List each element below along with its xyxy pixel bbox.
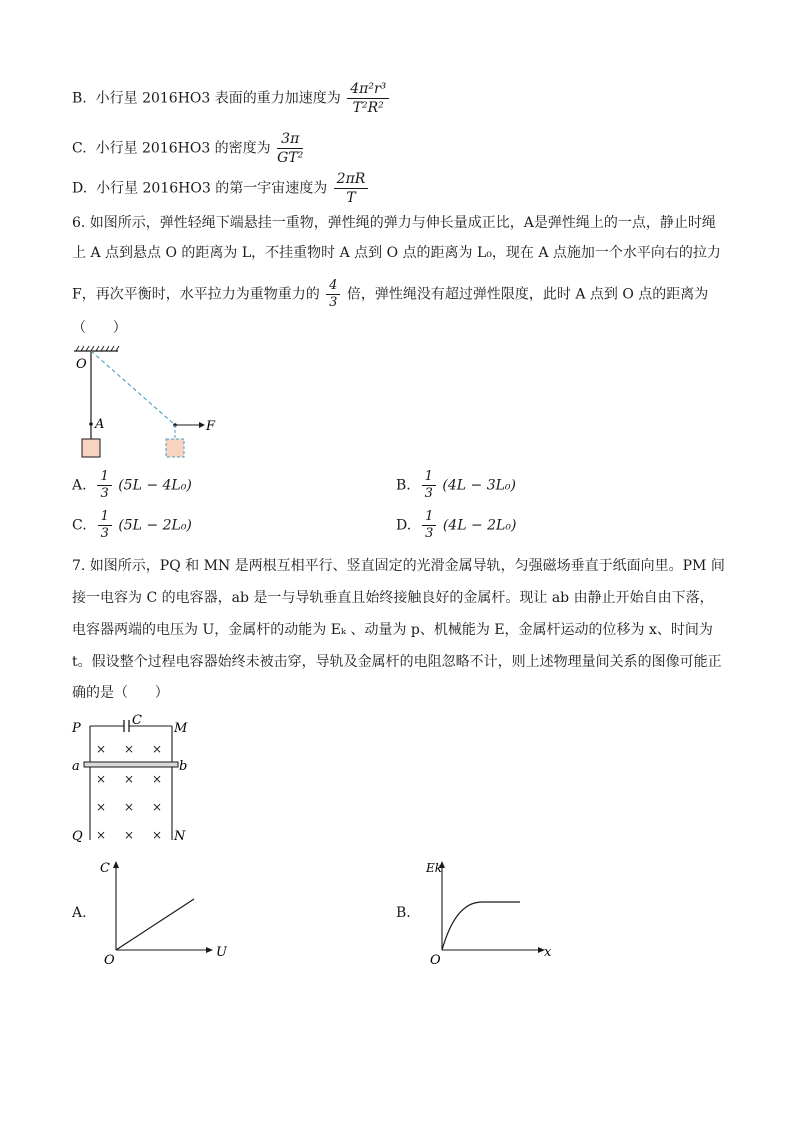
fraction-numerator: 2πR <box>334 170 369 189</box>
field-cross: × <box>124 800 135 814</box>
field-cross: × <box>96 742 107 756</box>
fraction-denominator: 3 <box>424 486 433 501</box>
q7-graph-a-label: A. <box>72 905 87 921</box>
field-cross: × <box>96 772 107 786</box>
option-expression: (4L − 3L₀) <box>442 477 516 494</box>
option-fraction <box>97 469 111 502</box>
q6-option-b <box>396 469 516 502</box>
ceiling-hatch <box>76 346 119 351</box>
fraction-denominator: 3 <box>100 486 109 501</box>
field-cross: × <box>96 828 107 842</box>
option-label: D. <box>396 517 412 534</box>
label-n: N <box>174 829 186 844</box>
fraction-numerator: 4π²r³ <box>347 80 389 99</box>
fraction-denominator: T²R² <box>352 100 384 116</box>
field-cross: × <box>96 800 107 814</box>
fraction-denominator: 3 <box>329 295 338 310</box>
q7-graph-b-label: B. <box>396 905 411 921</box>
field-cross: × <box>152 772 163 786</box>
q5-option-b-fraction <box>347 80 389 117</box>
fraction-denominator: T <box>346 190 356 206</box>
label-p: P <box>72 721 81 736</box>
option-expression: (5L − 2L₀) <box>118 517 192 534</box>
fraction-numerator: 1 <box>97 469 111 486</box>
fraction-denominator: 3 <box>100 526 109 541</box>
y-axis-label: Ek <box>426 861 443 875</box>
q7-stem-line-4: t。假设整个过程电容器始终未被击穿，导轨及金属杆的电阻忽略不计，则上述物理量间关系的图像可能正 <box>72 654 722 670</box>
force-arrow-head <box>199 422 205 428</box>
metal-rod-ab <box>84 762 178 767</box>
q5-option-d-fraction <box>334 170 369 207</box>
q5-option-d-text: D. 小行星 2016HO3 的第一宇宙速度为 <box>72 180 328 197</box>
x-axis-label: U <box>216 945 227 960</box>
label-m: M <box>174 721 188 736</box>
q5-option-b-text: B. 小行星 2016HO3 表面的重力加速度为 <box>72 90 341 107</box>
displaced-weight <box>166 439 184 457</box>
field-cross: × <box>152 800 163 814</box>
q7-stem-line-5: 确的是（ ） <box>72 685 169 701</box>
fraction-numerator: 4 <box>326 278 340 295</box>
field-cross: × <box>152 828 163 842</box>
y-axis-arrow <box>113 861 119 868</box>
q6-elastic-rope-figure <box>66 344 226 462</box>
option-fraction <box>422 469 436 502</box>
q6-stem-text-b: 倍，弹性绳没有超过弹性限度，此时 A 点到 O 点的距离为 <box>346 286 709 303</box>
q6-option-a <box>72 469 192 502</box>
q7-stem-line-1: 7. 如图所示，PQ 和 MN 是两根互相平行、竖直固定的光滑金属导轨，匀强磁场垂直于纸面向里。PM 间 <box>72 558 725 574</box>
hanging-weight <box>82 439 100 457</box>
field-cross: × <box>124 772 135 786</box>
q5-option-c-fraction <box>277 130 303 167</box>
label-f: F <box>206 419 216 434</box>
field-cross: × <box>124 828 135 842</box>
label-a: A <box>95 417 105 432</box>
fraction-numerator: 3π <box>277 130 303 149</box>
q5-option-d <box>72 170 370 207</box>
option-fraction <box>422 509 436 542</box>
point-a-marker <box>89 422 93 426</box>
label-b: b <box>179 759 188 774</box>
option-fraction <box>98 509 112 542</box>
q7-graph-b <box>420 856 570 968</box>
fraction-denominator: 3 <box>425 526 434 541</box>
y-axis-label: C <box>100 861 110 876</box>
ek-x-curve <box>442 902 520 950</box>
fraction-numerator: 1 <box>98 509 112 526</box>
field-cross: × <box>124 742 135 756</box>
q7-rail-circuit-figure <box>66 708 198 850</box>
option-label: B. <box>396 477 411 494</box>
x-axis-arrow <box>206 947 213 953</box>
option-label: A. <box>72 477 87 494</box>
origin-label: O <box>430 953 441 968</box>
label-q: Q <box>72 829 83 844</box>
option-expression: (5L − 4L₀) <box>118 477 192 494</box>
q5-option-c <box>72 130 305 167</box>
origin-label: O <box>104 953 115 968</box>
label-c: C <box>132 713 142 728</box>
q6-answer-blank: （ ） <box>72 320 127 336</box>
q6-stem-line-3 <box>72 278 708 311</box>
q6-option-c <box>72 509 192 542</box>
q7-graph-a <box>96 858 246 968</box>
q6-stem-line-1: 6. 如图所示，弹性轻绳下端悬挂一重物，弹性绳的弹力与伸长量成正比，A是弹性绳上的一点，静止时绳 <box>72 215 716 231</box>
q7-stem-line-3: 电容器两端的电压为 U，金属杆的动能为 Eₖ 、动量为 p、机械能为 E，金属杆运动的位移为 x、时间为 <box>72 622 713 638</box>
label-a: a <box>72 759 80 774</box>
displaced-rope-dashed <box>91 351 175 425</box>
q7-stem-line-2: 接一电容为 C 的电容器，ab 是一与导轨垂直且始终接触良好的金属杆。现让 ab 由静止开始自由下落， <box>72 590 714 606</box>
q5-option-b <box>72 80 391 117</box>
fraction-numerator: 1 <box>422 509 436 526</box>
q6-stem-text-a: F，再次平衡时，水平拉力为重物重力的 <box>72 286 320 303</box>
q5-option-c-text: C. 小行星 2016HO3 的密度为 <box>72 140 271 157</box>
x-axis-label: x <box>544 945 552 960</box>
label-o: O <box>76 357 87 372</box>
q6-ratio-fraction <box>326 278 340 311</box>
option-label: C. <box>72 517 87 534</box>
q6-option-d <box>396 509 516 542</box>
option-expression: (4L − 2L₀) <box>442 517 517 534</box>
fraction-numerator: 1 <box>422 469 436 486</box>
c-u-line <box>116 899 194 950</box>
field-cross: × <box>152 742 163 756</box>
magnetic-field-crosses <box>96 742 162 842</box>
fraction-denominator: GT² <box>277 150 304 166</box>
q6-stem-line-2: 上 A 点到悬点 O 的距离为 L，不挂重物时 A 点到 O 点的距离为 L₀，现在 A 点施加一个水平向右的拉力 <box>72 245 721 261</box>
